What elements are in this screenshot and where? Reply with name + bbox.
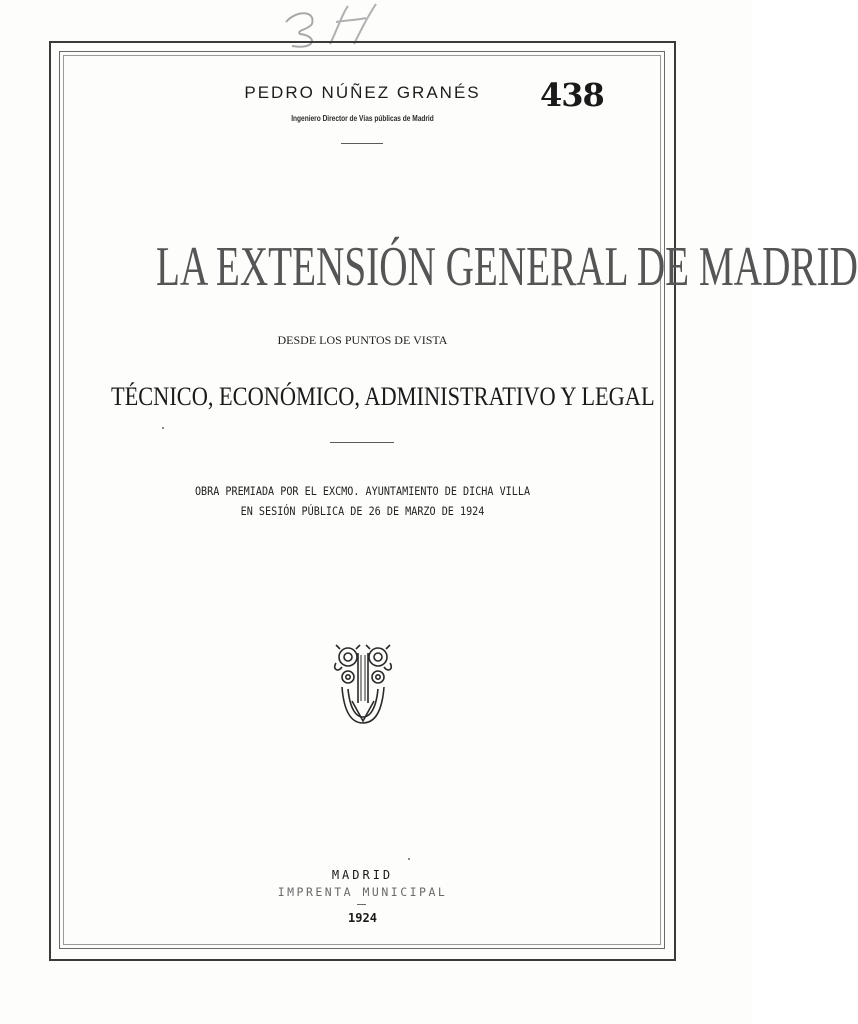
publication-year: 1924 — [348, 911, 377, 925]
divider-rule — [330, 442, 394, 443]
subtitle-intro: DESDE LOS PUNTOS DE VISTA — [277, 333, 448, 347]
publication-city: MADRID — [331, 868, 394, 882]
subtitle-main: TÉCNICO, ECONÓMICO, ADMINISTRATIVO Y LEGAL — [110, 382, 655, 411]
author-role: Ingeniero Director de Vías públicas de Madrid — [291, 114, 434, 123]
author-name: PEDRO NÚÑEZ GRANÉS — [244, 83, 481, 102]
divider-rule — [341, 143, 383, 144]
paper-speck — [408, 858, 410, 860]
inner-border-fine — [63, 55, 858, 945]
catalog-number: 438 — [540, 76, 604, 114]
paper-speck — [162, 427, 164, 429]
book-title: LA EXTENSIÓN GENERAL DE MADRID — [156, 236, 858, 298]
small-dash — [357, 904, 366, 905]
printer-name: IMPRENTA MUNICIPAL — [277, 885, 448, 899]
award-line: OBRA PREMIADA POR EL EXCMO. AYUNTAMIENTO DE DICHA VILLA — [194, 484, 531, 498]
floral-ornament-icon — [332, 643, 394, 727]
award-line: EN SESIÓN PÚBLICA DE 26 DE MARZO DE 1924 — [240, 504, 485, 518]
